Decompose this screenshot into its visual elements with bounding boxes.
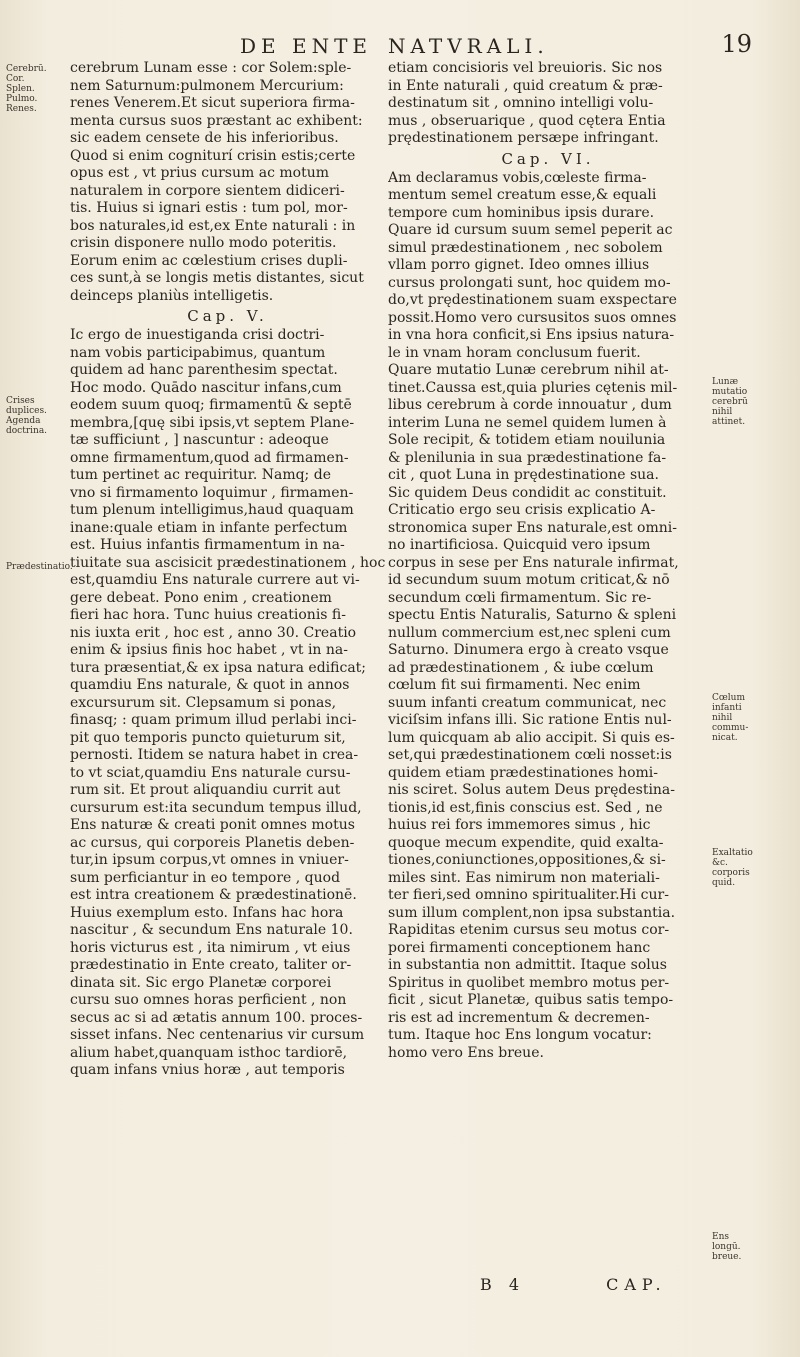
text-line: Saturno. Dinumera ergo à creato vsque [388,642,669,658]
text-line: viciſsim infans illi. Sic ratione Entis nul- [388,712,672,728]
text-line: le in vnam horam conclusum fuerit. [388,344,641,361]
margin-note-right-4: Ens longū. breue. [712,1232,742,1262]
text-line: renes Venerem.Et sicut superiora firma- [70,95,355,111]
text-line: pit quo temporis puncto quieturum sit, [70,729,346,746]
text-line: Criticatio ergo seu crisis explicatio A- [388,502,656,518]
text-line: Quod si enim cogniturí crisin estis;certe [70,147,356,164]
text-line: in vna hora conficit,si Ens ipsius natura- [388,327,675,343]
text-line: est intra creationem & prædestinationē. [70,887,357,903]
chapter-heading: Cap. VI. [501,149,595,168]
text-line: cœlum fit sui firmamenti. Nec enim [388,677,641,693]
text-column-left [70,60,385,1080]
margin-note-right-3: Exaltatio &c. corporis quid. [712,848,753,888]
text-line: horis victurus est , ita nimirum , vt eius [70,939,351,956]
text-line: libus cerebrum à corde innouatur , dum [388,397,672,413]
text-line: tis. Huius si ignari estis : tum pol, mor- [70,200,348,216]
text-line: quidem etiam prædestinationes homi- [388,764,658,781]
text-line: tæ sufficiunt , ] nascuntur : adeoque [70,432,329,448]
text-line: tura præsentiat,& ex ipsa natura edificat; [70,659,367,676]
text-line: no inartificiosa. Quicquid vero ipsum [388,537,651,553]
text-line: quam infans vnius horæ , aut temporis [70,1062,345,1078]
text-line: menta cursus suos præstant ac exhibent: [70,112,363,129]
text-line: stronomica super Ens naturale,est omni- [388,519,677,536]
text-line: nem Saturnum:pulmonem Mercurium: [70,77,344,94]
text-line: deinceps planiùs intelligetis. [70,287,274,304]
text-line: inane:quale etiam in infante perfectum [70,519,348,536]
text-line: in Ente naturali , quid creatum & præ- [388,77,663,94]
text-line: cursus prolongati sunt, hoc quidem mo- [388,274,671,291]
text-line: nullum commercium est,nec spleni cum [388,624,671,641]
text-line: lum quicquam ab alio accipit. Si quis es- [388,729,675,746]
text-line: do,vt prędestinationem suam exspectare [388,292,677,308]
text-line: eodem suum quoq; firmamentū & septē [70,397,352,413]
text-line: pernosti. Itidem se natura habet in crea- [70,747,359,763]
text-line: tiones,coniunctiones,oppositiones,& si- [388,852,666,868]
catchwords [480,1275,667,1294]
text-line: tiuitate sua ascisicit prædestinationem , hoc [70,554,385,571]
text-line: enim & ipsius finis hoc habet , vt in na- [70,642,348,658]
text-line: nascitur , & secundum Ens naturale 10. [70,922,353,938]
text-line: tum plenum intelligimus,haud quaquam [70,502,354,518]
text-line: est,quamdiu Ens naturale currere aut vi- [70,572,360,588]
text-line: mus , obseruarique , quod cętera Entia [388,112,666,129]
running-title-left: DE ENTE [240,34,373,58]
margin-note-left-3: Prædestinatio. [6,562,73,572]
text-line: suum infanti creatum communicat, nec [388,694,667,711]
text-line: Rapiditas etenim cursus seu motus cor- [388,922,670,938]
text-line: to vt sciat,quamdiu Ens naturale cursu- [70,764,351,781]
catchword: CAP. [606,1275,667,1294]
text-line: nam vobis participabimus, quantum [70,344,326,361]
text-line: finasq; : quam primum illud perlabi inci- [70,712,357,728]
text-line: cursu suo omnes horas perficient , non [70,992,347,1008]
text-line: Quare id cursum suum semel peperit ac [388,222,673,238]
text-line: vllam porro gignet. Ideo omnes illius [388,257,650,273]
chapter-heading: Cap. V. [187,307,268,325]
text-column-right [388,60,708,1062]
text-line: est. Huius infantis firmamentum in na- [70,537,345,553]
text-line: Sic quidem Deus condidit ac constituit. [388,484,667,501]
text-line: dinata sit. Sic ergo Planetæ corporei [70,974,332,991]
text-line: mentum semel creatum esse,& equali [388,187,657,203]
text-line: Spiritus in quolibet membro motus per- [388,974,670,991]
text-line: rum sit. Et prout aliquandiu currit aut [70,782,341,798]
text-line: tionis,id est,finis conscius est. Sed , ne [388,799,663,816]
text-line: opus est , vt prius cursum ac motum [70,165,329,181]
text-line: porei firmamenti conceptionem hanc [388,939,651,956]
running-title-right: NATVRALI. [388,34,549,58]
text-line: quamdiu Ens naturale, & quot in annos [70,677,350,693]
text-line: Eorum enim ac cœlestium crises dupli- [70,252,348,269]
text-line: prædestinatio in Ente creato, taliter or- [70,957,352,973]
text-line: interim Luna ne semel quidem lumen à [388,414,667,431]
text-line: in substantia non admittit. Itaque solus [388,957,667,973]
text-line: & plenilunia in sua prædestinatione fa- [388,449,667,466]
text-line: vno si firmamento loquimur , firmamen- [70,484,354,501]
text-line: possit.Homo vero cursusitos suos omnes [388,309,677,326]
text-line: alium habet,quanquam isthoc tardiorē, [70,1044,348,1061]
text-line: bos naturales,id est,ex Ente naturali : in [70,217,356,234]
text-line: miles sint. Eas nimirum non materiali- [388,869,660,886]
text-line: secundum cœli firmamentum. Sic re- [388,589,652,606]
text-line: Sole recipit, & totidem etiam nouilunia [388,432,666,448]
text-line: quidem ad hanc parenthesim spectat. [70,362,338,378]
text-line: homo vero Ens breue. [388,1044,544,1061]
text-line: ces sunt,à se longis metis distantes, sicut [70,270,364,286]
text-line: Huius exemplum esto. Infans hac hora [70,904,344,921]
text-line: sum illum complent,non ipsa substantia. [388,904,676,921]
text-line: prędestinationem persæpe infringant. [388,130,659,146]
text-line: tum pertinet ac requiritur. Namq; de [70,467,331,483]
text-line: gere debeat. Pono enim , creationem [70,589,332,606]
text-line: ad prædestinationem , & iube cœlum [388,659,654,676]
text-line: tempore cum hominibus ipsis durare. [388,204,655,221]
text-line: ter fieri,sed omnino spiritualiter.Hi cur- [388,887,669,903]
running-header [60,20,780,60]
text-line: ris est ad incrementum & decremen- [388,1009,650,1026]
page-number: 19 [721,30,752,58]
text-line: simul prædestinationem , nec sobolem [388,239,663,256]
text-line: membra,[quę sibi ipsis,vt septem Plane- [70,414,355,431]
margin-note-left-1: Cerebrū. Cor. Splen. Pulmo. Renes. [6,64,47,114]
text-line: sic eadem censete de his inferioribus. [70,130,339,146]
text-line: cit , quot Luna in prędestinatione sua. [388,467,659,483]
text-line: id secundum suum motum criticat,& nō [388,572,670,588]
text-line: corpus in sese per Ens naturale infirmat, [388,554,679,571]
text-line: Ens naturæ & creati ponit omnes motus [70,817,355,833]
text-line: destinatum sit , omnino intelligi volu- [388,95,654,111]
text-line: tinet.Caussa est,quia pluries cętenis mil- [388,379,678,396]
text-line: sum perficiantur in eo tempore , quod [70,869,341,886]
text-line: fieri hac hora. Tunc huius creationis fi- [70,607,347,623]
text-line: Am declaramus vobis,cœleste firma- [388,169,647,186]
text-line: omne firmamentum,quod ad firmamen- [70,449,349,466]
margin-note-left-2: Crises duplices. Agenda doctrina. [6,396,48,436]
text-line: cerebrum Lunam esse : cor Solem:sple- [70,60,352,76]
text-line: set,qui prædestinationem cœli nosset:is [388,747,672,763]
text-line: tum. Itaque hoc Ens longum vocatur: [388,1027,652,1043]
margin-note-right-2: Cœlum infanti nihil commu- nicat. [712,693,749,743]
text-line: ac cursus, qui corporeis Planetis deben- [70,834,355,851]
signature-mark: B 4 [480,1275,526,1294]
text-line: Hoc modo. Quādo nascitur infans,cum [70,379,342,396]
text-line: excursurum sit. Clepsamum si ponas, [70,694,337,711]
text-line: crisin disponere nullo modo poteritis. [70,235,337,251]
margin-note-right-1: Lunæ mutatio cerebrū nihil attinet. [712,377,748,427]
text-line: cursurum est:ita secundum tempus illud, [70,799,362,816]
text-line: secus ac si ad ætatis annum 100. proces- [70,1009,363,1026]
text-line: spectu Entis Naturalis, Saturno & spleni [388,607,677,623]
text-line: naturalem in corpore sientem didiceri- [70,182,345,199]
text-line: sisset infans. Nec centenarius vir cursum [70,1027,365,1043]
text-line: nis sciret. Solus autem Deus prędestina- [388,782,676,798]
text-line: nis iuxta erit , hoc est , anno 30. Creatio [70,624,357,641]
text-line: ficit , sicut Planetæ, quibus satis tempo- [388,992,674,1008]
text-line: huius rei fors immemores simus , hic [388,817,651,833]
text-line: Quare mutatio Lunæ cerebrum nihil at- [388,362,669,378]
text-line: etiam concisioris vel breuioris. Sic nos [388,60,663,76]
text-line: quoque mecum expendite, quid exalta- [388,834,664,851]
text-line: Ic ergo de inuestiganda crisi doctri- [70,327,325,343]
text-line: tur,in ipsum corpus,vt omnes in vniuer- [70,852,349,868]
